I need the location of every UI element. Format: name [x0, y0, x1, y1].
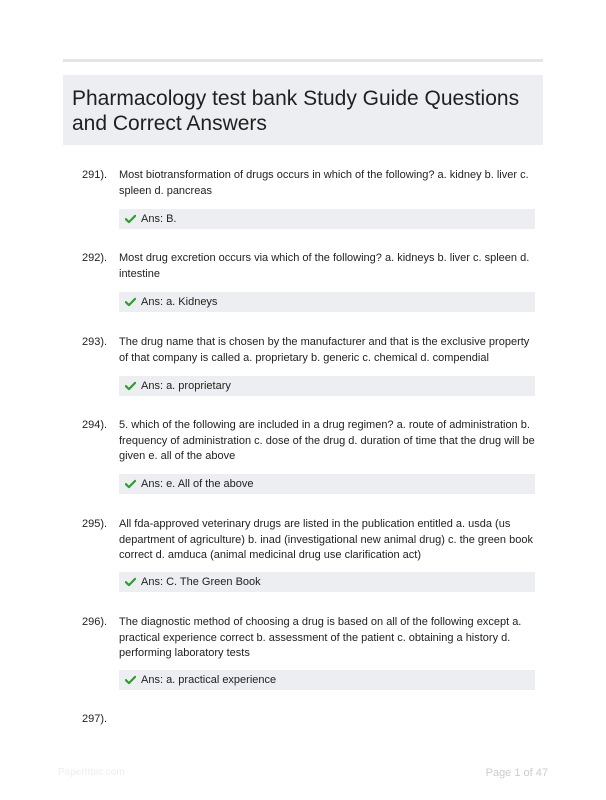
answer-box: [119, 292, 535, 312]
check-icon: [125, 214, 136, 224]
check-icon: [125, 381, 136, 391]
question-text: The drug name that is chosen by the manufacturer and that is the exclusive property of that company is called a. proprietary b. generic c. chemical d. compendial: [119, 336, 530, 364]
question-number: 292).: [82, 252, 108, 264]
check-icon: [125, 577, 136, 587]
question-number: 293).: [82, 336, 108, 348]
document-title: Pharmacology test bank Study Guide Questions and Correct Answers: [72, 87, 520, 135]
footer-site: Paperttbic.com: [58, 767, 125, 778]
question-number: 295).: [82, 518, 108, 530]
question-number: 296).: [82, 616, 108, 628]
question-number: 297).: [82, 713, 108, 725]
check-icon: [125, 297, 136, 307]
answer-text: Ans: a. practical experience: [141, 674, 277, 686]
question-text: Most biotransformation of drugs occurs in which of the following? a. kidney b. liver c. spleen d. pancreas: [119, 169, 529, 197]
question-text: 5. which of the following are included in a drug regimen? a. route of administration b. frequency of administration c. dose of the drug d. duration of time that the drug will be given e. all of the above: [119, 419, 535, 462]
title-banner: [63, 75, 543, 145]
page-number: Page 1 of 47: [485, 767, 548, 779]
answer-text: Ans: B.: [141, 213, 177, 225]
check-icon: [125, 479, 136, 489]
answer-text: Ans: a. proprietary: [141, 380, 231, 392]
answer-box: [119, 474, 535, 494]
answer-box: [119, 572, 535, 592]
answer-box: [119, 209, 535, 229]
answer-box: [119, 670, 535, 690]
answer-box: [119, 376, 535, 396]
top-divider: [63, 59, 543, 62]
answer-text: Ans: C. The Green Book: [141, 576, 261, 588]
check-icon: [125, 675, 136, 685]
question-text: All fda-approved veterinary drugs are listed in the publication entitled a. usda (us department of agriculture) b. inad (investigational new animal drug) c. the green book correct d. amduca (animal medicinal drug use clarification act): [119, 518, 533, 561]
question-text: Most drug excretion occurs via which of the following? a. kidneys b. liver c. spleen d. intestine: [119, 252, 530, 280]
answer-text: Ans: e. All of the above: [141, 478, 254, 490]
question-number: 291).: [82, 169, 108, 181]
question-number: 294).: [82, 419, 108, 431]
question-text: The diagnostic method of choosing a drug is based on all of the following except a. practical experience correct b. assessment of the patient c. obtaining a history d. performing laboratory tests: [119, 616, 522, 659]
answer-text: Ans: a. Kidneys: [141, 296, 218, 308]
